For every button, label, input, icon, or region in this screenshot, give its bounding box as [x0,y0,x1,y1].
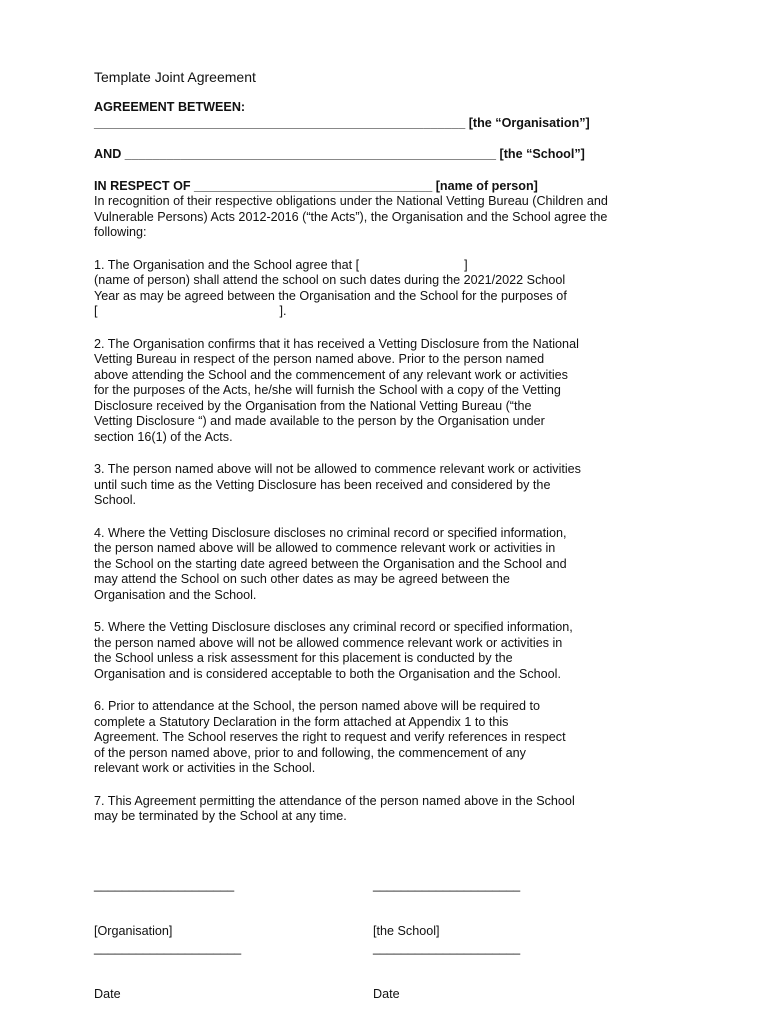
clause-3: 3. The person named above will not be allowed to commence relevant work or activities until such time as the Vetting Disclosure has been received and considered by the School. [94,462,581,507]
intro-paragraph: In recognition of their respective obligations under the National Vetting Bureau (Children and Vulnerable Persons) Acts 2012-2016 (“the Acts”), the Organisation and the School agree the following: [94,194,608,239]
organisation-date-line: _____________________ [94,940,242,955]
date-row [94,910,694,1001]
clause-1: 1. The Organisation and the School agree that [ ] (name of person) shall attend the school on such dates during the 2021/2022 School Year as may be agreed between the Organisation and the School for the purposes of [ ]. [94,257,567,318]
school-date-label: Date [373,987,400,1001]
school-signature-label: [the School] [373,924,440,938]
organisation-date [94,910,241,1034]
school-date [373,910,520,1034]
clause-6: 6. Prior to attendance at the School, the person named above will be required to complete a Statutory Declaration in the form attached at Appendix 1 to this Agreement. The School reserves the right to request and verify references in respect of the person named above, prior to and following, the commencement of any relevant work or activities in the School. [94,699,566,775]
organisation-signature-line: ____________________ [94,877,235,892]
agreement-document [94,68,694,1001]
signature-row [94,847,694,938]
organisation-date-label: Date [94,987,121,1001]
school-date-line: _____________________ [373,940,521,955]
school-line: AND _____________________________________________________ [the “School”] [94,147,585,161]
school-signature-line: _____________________ [373,877,521,892]
in-respect-of-line: IN RESPECT OF __________________________________ [name of person] [94,178,538,193]
organisation-line: _____________________________________________________ [the “Organisation”] [94,115,590,130]
agreement-between-heading: AGREEMENT BETWEEN: [94,100,246,114]
document-title: Template Joint Agreement [94,69,256,85]
clause-7: 7. This Agreement permitting the attendance of the person named above in the School may be terminated by the School at any time. [94,793,575,823]
clause-2: 2. The Organisation confirms that it has received a Vetting Disclosure from the National Vetting Bureau in respect of the person named above. Prior to the person named above attending the School and the commencement of any relevant work or activities for the purposes of the Acts, he/she will furnish the School with a copy of the Vetting Disclosure received by the Organisation from the National Vetting Bureau (“the Vetting Disclosure “) and made available to the person by the Organisation under section 16(1) of the Acts. [94,336,579,444]
clause-5: 5. Where the Vetting Disclosure discloses any criminal record or specified information, the person named above will not be allowed commence relevant work or activities in the School unless a risk assessment for this placement is conducted by the Organisation and is considered acceptable to both the Organisation and the School. [94,620,573,681]
organisation-signature-label: [Organisation] [94,924,173,938]
clause-4: 4. Where the Vetting Disclosure discloses no criminal record or specified information, the person named above will be allowed to commence relevant work or activities in the School on the starting date agreed between the Organisation and the School and may attend the School on such other dates as may be agreed between the Organisation and the School. [94,525,567,602]
